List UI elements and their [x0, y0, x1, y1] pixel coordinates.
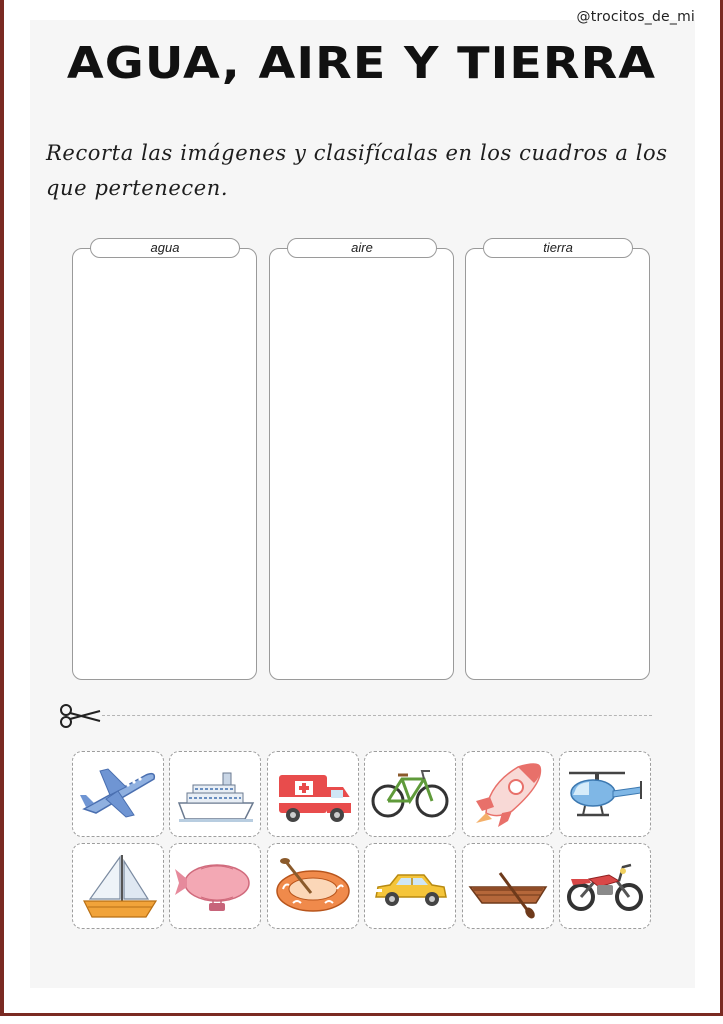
card-helicopter[interactable]: [559, 751, 651, 837]
taxi-car-icon: [368, 849, 452, 923]
column-tierra: [465, 248, 650, 680]
column-label-agua: agua: [90, 238, 240, 258]
column-label-aire: aire: [287, 238, 437, 258]
rowboat-icon: [466, 849, 550, 923]
card-blimp[interactable]: [169, 843, 261, 929]
card-bicycle[interactable]: [364, 751, 456, 837]
author-handle: @trocitos_de_mi: [576, 9, 695, 25]
card-motorcycle[interactable]: [559, 843, 651, 929]
card-rocket[interactable]: [462, 751, 554, 837]
card-ambulance[interactable]: [267, 751, 359, 837]
cut-line: [102, 715, 652, 716]
cruise-ship-icon: [173, 757, 257, 831]
card-airplane[interactable]: [72, 751, 164, 837]
sailboat-icon: [76, 849, 160, 923]
helicopter-icon: [563, 757, 647, 831]
rocket-icon: [466, 757, 550, 831]
blimp-icon: [173, 849, 257, 923]
column-agua: [72, 248, 257, 680]
column-label-tierra: tierra: [483, 238, 633, 258]
motorcycle-icon: [563, 849, 647, 923]
card-cruise-ship[interactable]: [169, 751, 261, 837]
column-aire: [269, 248, 454, 680]
card-raft[interactable]: [267, 843, 359, 929]
raft-icon: [271, 849, 355, 923]
airplane-icon: [76, 757, 160, 831]
card-rowboat[interactable]: [462, 843, 554, 929]
ambulance-icon: [271, 757, 355, 831]
card-sailboat[interactable]: [72, 843, 164, 929]
page-title: AGUA, AIRE Y TIERRA: [66, 38, 657, 89]
scissors-icon: [58, 703, 102, 729]
instruction-text: Recorta las imágenes y clasifícalas en los cuadros a los que pertenecen.: [46, 141, 668, 200]
card-taxi-car[interactable]: [364, 843, 456, 929]
bicycle-icon: [368, 757, 452, 831]
